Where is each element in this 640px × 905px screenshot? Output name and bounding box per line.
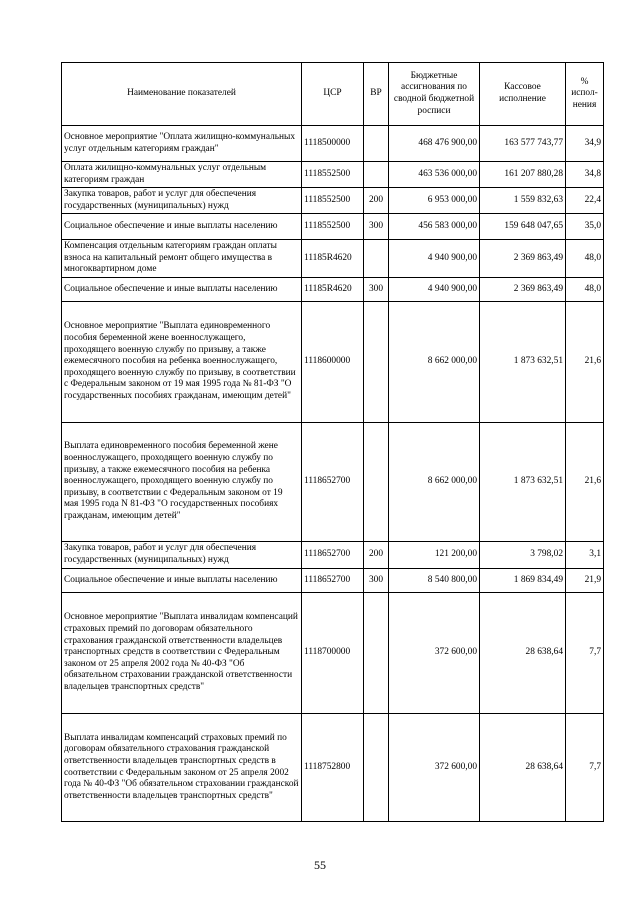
table-row xyxy=(62,162,604,188)
row-percent: 48,0 xyxy=(566,278,604,302)
row-csr: 1118652700 xyxy=(302,542,364,569)
row-name: Закупка товаров, работ и услуг для обеспечения государственных (муниципальных) нужд xyxy=(62,188,302,214)
row-cash: 159 648 047,65 xyxy=(480,214,566,240)
row-csr: 1118552500 xyxy=(302,214,364,240)
header-budget: Бюджетные ассигнования по сводной бюджетной росписи xyxy=(389,63,480,126)
row-vr xyxy=(364,423,389,542)
row-csr: 11185R4620 xyxy=(302,278,364,302)
row-cash: 28 638,64 xyxy=(480,714,566,822)
row-percent: 34,9 xyxy=(566,126,604,162)
row-name: Выплата единовременного пособия беременной жене военнослужащего, проходящего военную службу по призыву, а также ежемесячного пособия на ребенка военнослужащего, проходящего военную службу по призыву, в соответствии с Федеральным законом от 19 мая 1995 года N 81-ФЗ "О государственных пособиях гражданам, имеющим детей" xyxy=(62,423,302,542)
header-csr: ЦСР xyxy=(302,63,364,126)
row-budget: 463 536 000,00 xyxy=(389,162,480,188)
header-name: Наименование показателей xyxy=(62,63,302,126)
row-cash: 3 798,02 xyxy=(480,542,566,569)
row-budget: 4 940 900,00 xyxy=(389,240,480,278)
row-budget: 8 540 800,00 xyxy=(389,569,480,593)
row-vr xyxy=(364,714,389,822)
row-csr: 11185R4620 xyxy=(302,240,364,278)
row-percent: 21,9 xyxy=(566,569,604,593)
row-name: Оплата жилищно-коммунальных услуг отдельным категориям граждан xyxy=(62,162,302,188)
header-percent: % испол-нения xyxy=(566,63,604,126)
row-percent: 7,7 xyxy=(566,714,604,822)
table-row xyxy=(62,302,604,423)
row-cash: 1 873 632,51 xyxy=(480,302,566,423)
row-csr: 1118500000 xyxy=(302,126,364,162)
row-vr xyxy=(364,162,389,188)
row-csr: 1118700000 xyxy=(302,593,364,714)
row-budget: 121 200,00 xyxy=(389,542,480,569)
header-vr: ВР xyxy=(364,63,389,126)
row-budget: 8 662 000,00 xyxy=(389,302,480,423)
table-row xyxy=(62,188,604,214)
table-row xyxy=(62,214,604,240)
row-name: Закупка товаров, работ и услуг для обеспечения государственных (муниципальных) нужд xyxy=(62,542,302,569)
row-name: Компенсация отдельным категориям граждан оплаты взноса на капитальный ремонт общего имущества в многоквартирном доме xyxy=(62,240,302,278)
row-vr: 300 xyxy=(364,278,389,302)
row-cash: 1 869 834,49 xyxy=(480,569,566,593)
row-percent: 22,4 xyxy=(566,188,604,214)
row-name: Выплата инвалидам компенсаций страховых премий по договорам обязательного страхования гражданской ответственности владельцев транспортных средств в соответствии с Федеральным законом от 25 апреля 2002 года № 40-ФЗ "Об обязательном страховании гражданской ответственности владельцев транспортных средств" xyxy=(62,714,302,822)
row-csr: 1118552500 xyxy=(302,188,364,214)
header-row xyxy=(62,63,604,126)
row-percent: 34,8 xyxy=(566,162,604,188)
row-percent: 21,6 xyxy=(566,423,604,542)
row-csr: 1118652700 xyxy=(302,423,364,542)
row-name: Основное мероприятие "Выплата инвалидам компенсаций страховых премий по договорам обязательного страхования гражданской ответственности владельцев транспортных средств в соответствии с Федеральным законом от 25 апреля 2002 года № 40-ФЗ "Об обязательном страховании гражданской ответственности владельцев транспортных средств" xyxy=(62,593,302,714)
table-row xyxy=(62,569,604,593)
row-csr: 1118752800 xyxy=(302,714,364,822)
row-vr xyxy=(364,240,389,278)
row-vr: 200 xyxy=(364,188,389,214)
row-vr: 300 xyxy=(364,214,389,240)
row-cash: 2 369 863,49 xyxy=(480,240,566,278)
row-cash: 161 207 880,28 xyxy=(480,162,566,188)
row-cash: 28 638,64 xyxy=(480,593,566,714)
row-percent: 3,1 xyxy=(566,542,604,569)
row-cash: 1 873 632,51 xyxy=(480,423,566,542)
row-percent: 7,7 xyxy=(566,593,604,714)
table-row xyxy=(62,278,604,302)
row-name: Основное мероприятие "Выплата единовременного пособия беременной жене военнослужащего, проходящего военную службу по призыву, а также ежемесячного пособия на ребенка военнослужащего, проходящего военную службу по призыву, в соответствии с Федеральным законом от 19 мая 1995 года № 81-ФЗ "О государственных пособиях гражданам, имеющим детей" xyxy=(62,302,302,423)
row-budget: 372 600,00 xyxy=(389,593,480,714)
table-row xyxy=(62,593,604,714)
table-row xyxy=(62,423,604,542)
table-row xyxy=(62,126,604,162)
row-cash: 163 577 743,77 xyxy=(480,126,566,162)
table-row xyxy=(62,714,604,822)
row-budget: 6 953 000,00 xyxy=(389,188,480,214)
row-name: Социальное обеспечение и иные выплаты населению xyxy=(62,278,302,302)
row-vr xyxy=(364,593,389,714)
row-name: Социальное обеспечение и иные выплаты населению xyxy=(62,214,302,240)
row-csr: 1118600000 xyxy=(302,302,364,423)
row-percent: 35,0 xyxy=(566,214,604,240)
row-vr xyxy=(364,302,389,423)
row-budget: 468 476 900,00 xyxy=(389,126,480,162)
row-percent: 48,0 xyxy=(566,240,604,278)
row-budget: 8 662 000,00 xyxy=(389,423,480,542)
row-vr xyxy=(364,126,389,162)
row-csr: 1118652700 xyxy=(302,569,364,593)
row-name: Социальное обеспечение и иные выплаты населению xyxy=(62,569,302,593)
table-row xyxy=(62,542,604,569)
page-number: 55 xyxy=(314,858,326,872)
row-budget: 456 583 000,00 xyxy=(389,214,480,240)
row-budget: 4 940 900,00 xyxy=(389,278,480,302)
table-row xyxy=(62,240,604,278)
header-cash: Кассовое исполнение xyxy=(480,63,566,126)
row-percent: 21,6 xyxy=(566,302,604,423)
row-name: Основное мероприятие "Оплата жилищно-коммунальных услуг отдельным категориям граждан" xyxy=(62,126,302,162)
row-vr: 200 xyxy=(364,542,389,569)
row-budget: 372 600,00 xyxy=(389,714,480,822)
budget-table xyxy=(61,62,604,822)
row-cash: 2 369 863,49 xyxy=(480,278,566,302)
row-cash: 1 559 832,63 xyxy=(480,188,566,214)
row-csr: 1118552500 xyxy=(302,162,364,188)
row-vr: 300 xyxy=(364,569,389,593)
